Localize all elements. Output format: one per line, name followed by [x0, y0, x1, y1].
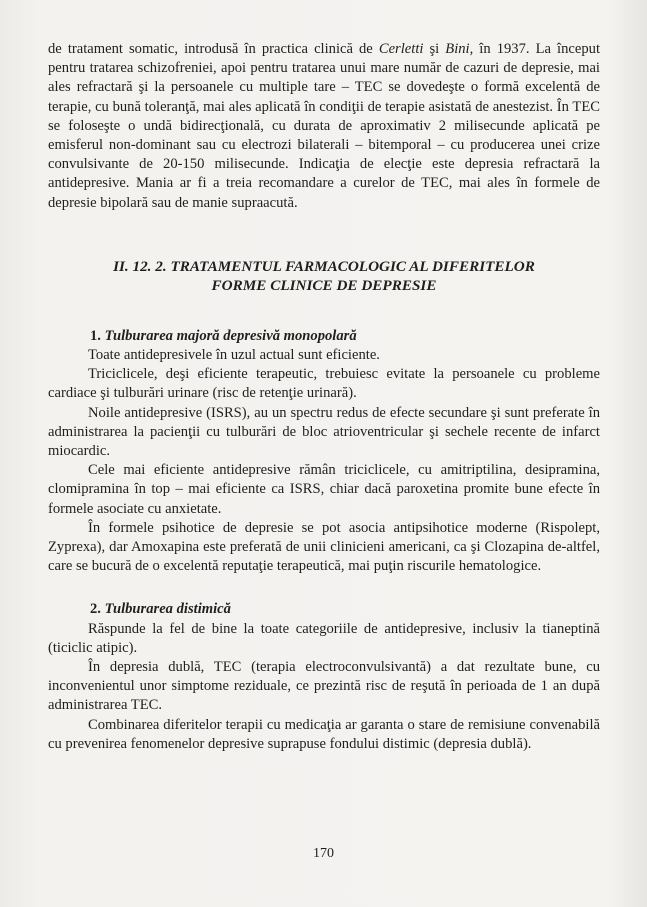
paragraph: Toate antidepresivele în uzul actual sunt eficiente.	[88, 347, 380, 364]
intro-paragraph: de tratament somatic, introdusă în practica clinică de Cerletti şi Bini, în 1937. La început pentru tratarea schizofreniei, apoi pentru tratarea unui mare număr de cazuri de depresie, mai ales refractară şi la persoanele cu multiple tare – TEC se dovedeşte o formă excelentă de terapie, cu bună toleranţă, mai ales aplicată în condiţii de terapie asistată de anestezist. În TEC se foloseşte o undă bidirecţională, cu durata de aproximativ 2 milisecunde aplicată pe emisferul non-dominant sau cu electrozi bilaterali – bitemporal – cu producerea unei crize convulsivante de 20-150 milisecunde. Indicaţia de elecţie este depresia refractară la antidepresive. Mania ar fi a treia recomandare a curelor de TEC, mai ales în formele de depresie bipolară sau de manie supraacută.	[48, 41, 600, 211]
subsection-heading-2: 2. Tulburarea distimică	[90, 601, 231, 618]
paragraph: În depresia dublă, TEC (terapia electroconvulsivantă) a dat rezultate bune, cu inconvenientul unor simptome reziduale, ce prezintă risc de reşută în perioada de 1 an după administrarea TEC.	[48, 659, 600, 714]
section-heading	[48, 257, 600, 295]
page-content	[48, 40, 600, 754]
author-name-bini: Bini	[445, 41, 470, 57]
paragraph: Combinarea diferitelor terapii cu medicaţia ar garanta o stare de remisiune convenabilă cu prevenirea fenomenelor depresive suprapuse fondului distimic (depresia dublă).	[48, 716, 600, 752]
subsection-heading-1: 1. Tulburarea majoră depresivă monopolară	[90, 327, 357, 344]
author-name-cerletti: Cerletti	[378, 41, 424, 57]
paragraph: În formele psihotice de depresie se pot asocia antipsihotice moderne (Rispolept, Zyprexa), dar Amoxapina este preferată de unii clinicieni americani, ca şi Clozapina de-altfel, care se bucură de o excelentă reputaţie terapeutică, mai puţin riscurile hematologice.	[48, 519, 600, 575]
paragraph: Noile antidepresive (ISRS), au un spectru redus de efecte secundare şi sunt preferate în administrarea la pacienţii cu tulburări de bloc atrioventricular şi sechele recente de infarct miocardic.	[48, 404, 600, 460]
paragraph: Răspunde la fel de bine la toate categoriile de antidepresive, inclusiv la tianeptină (ticiclic atipic).	[48, 620, 600, 656]
page-number: 170	[313, 846, 334, 861]
section-heading-line-1: II. 12. 2. TRATAMENTUL FARMACOLOGIC AL DIFERITELOR	[113, 257, 535, 275]
section-heading-line-2: FORME CLINICE DE DEPRESIE	[211, 276, 437, 294]
paragraph: Triciclicele, deşi eficiente terapeutic, trebuiesc evitate la persoanele cu probleme cardiace şi tulburări urinare (risc de retenţie urinară).	[48, 366, 600, 402]
paragraph: Cele mai eficiente antidepresive rămân triciclicele, cu amitriptilina, desipramina, clomipramina în top – mai eficiente ca ISRS, chiar dacă paroxetina promite bune efecte în formele asociate cu anxietate.	[48, 462, 600, 517]
